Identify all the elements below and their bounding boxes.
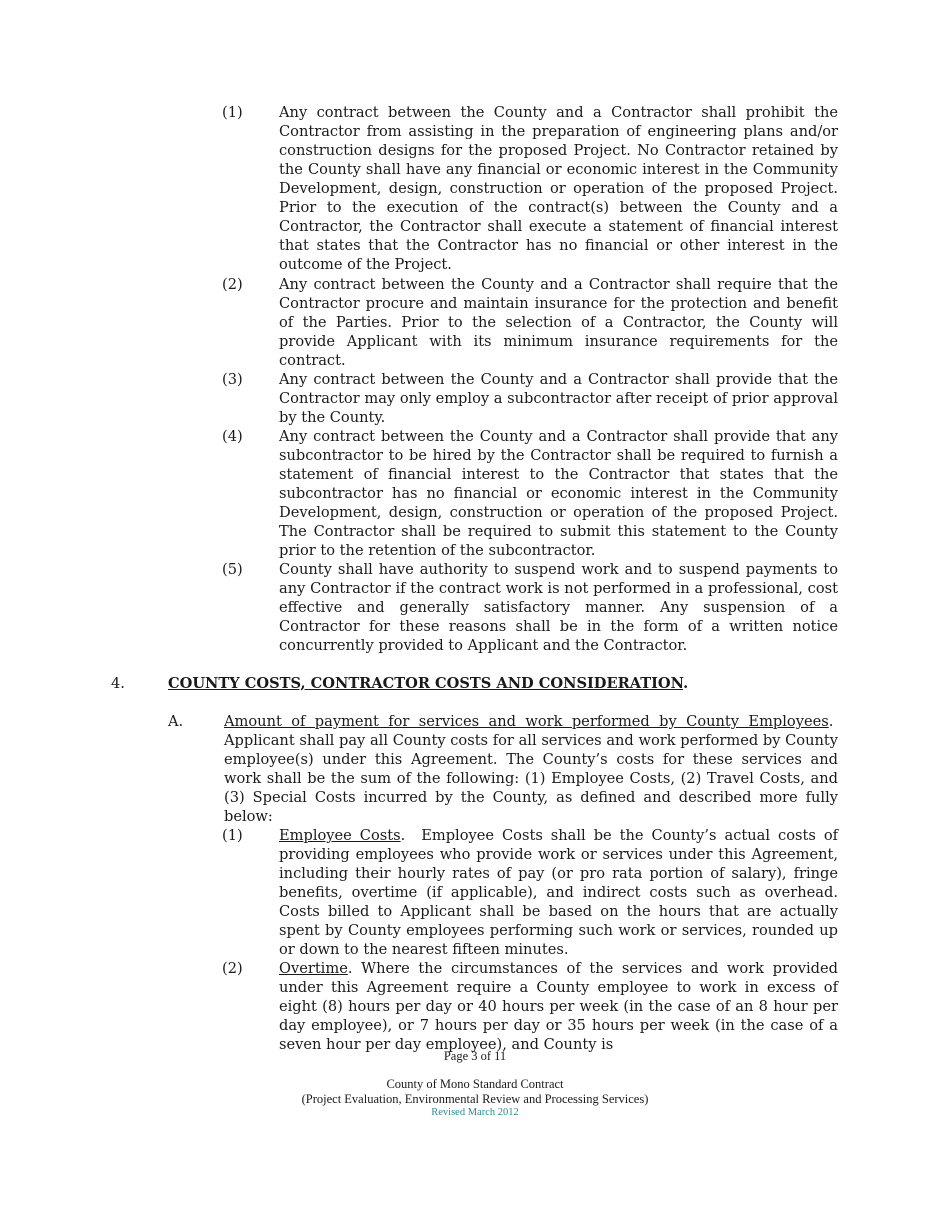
item-number: (5) (222, 561, 243, 578)
employee-costs-title: Employee Costs (279, 827, 401, 844)
footer-revised-date: Revised March 2012 (431, 1107, 519, 1118)
employee-costs-text: Employee Costs shall be the County’s actual costs of providing employees who provide work or services under this Agreement, including their hourly rates of pay (or pro rata portion of salary), fringe benefits, overtime (if applicable), and indirect costs such as overhead. Costs billed to Applicant shall be based on the hours that are actually spent by County employees performing such work or services, rounded up or down to the nearest fifteen minutes. (279, 827, 839, 958)
section-heading-text: COUNTY COSTS, CONTRACTOR COSTS AND CONSIDERATION (168, 675, 684, 692)
section-heading (168, 674, 688, 693)
contract-clause-text: Any contract between the County and a Contractor shall require that the Contractor procure and maintain insurance for the protection and benefit of the Parties. Prior to the selection of a Contractor, the County will provide Applicant with its minimum insurance requirements for the contract. (279, 276, 838, 369)
contract-clause-text: Any contract between the County and a Contractor shall provide that the Contractor may only employ a subcontractor after receipt of prior approval by the County. (279, 371, 838, 426)
employee-costs-paragraph (279, 826, 838, 959)
contract-clause-text: County shall have authority to suspend work and to suspend payments to any Contractor if the contract work is not performed in a professional, cost effective and generally satisfactory manner. Any suspension of a Contractor for these reasons shall be in the form of a written notice concurrently provided to Applicant and the Contractor. (279, 561, 838, 654)
item-number: (1) (222, 827, 243, 844)
item-number: (4) (222, 428, 243, 445)
item-number: (2) (222, 276, 243, 293)
contract-clause-text: Any contract between the County and a Contractor shall prohibit the Contractor from assisting in the preparation of engineering plans and/or construction designs for the proposed Project. No Contractor retained by the County shall have any financial or economic interest in the Community Development, design, construction or operation of the proposed Project. Prior to the execution of the contract(s) between the County and a Contractor, the Contractor shall execute a statement of financial interest that states that the Contractor has no financial or other interest in the outcome of the Project. (279, 104, 838, 273)
subsection-letter: A. (168, 713, 184, 730)
contract-clause-text: Any contract between the County and a Contractor shall provide that any subcontractor to be hired by the Contractor shall be required to furnish a statement of financial interest to the Contractor that states that the subcontractor has no financial or economic interest in the Community Development, design, construction or operation of the proposed Project. The Contractor shall be required to submit this statement to the County prior to the retention of the subcontractor. (279, 428, 838, 559)
subsection-a-text: Applicant shall pay all County costs for all services and work performed by County employee(s) under this Agreement. The County’s costs for these services and work shall be the sum of the following: (1) Employee Costs, (2) Travel Costs, and (3) Special Costs incurred by the County, as defined and described more fully below: (224, 732, 838, 825)
employee-costs-title-period: . (400, 827, 406, 844)
subsection-a-paragraph (224, 712, 838, 826)
section-heading-period: . (683, 675, 689, 692)
overtime-title-period: . (347, 960, 353, 977)
item-number: (2) (222, 960, 243, 977)
footer-contract-title: County of Mono Standard Contract (386, 1077, 564, 1091)
page-number: Page 3 of 11 (443, 1049, 507, 1063)
section-number: 4. (111, 675, 125, 692)
item-number: (3) (222, 371, 243, 388)
overtime-paragraph (279, 959, 838, 1054)
subsection-a-title: Amount of payment for services and work performed by County Employees (224, 713, 829, 730)
overtime-text: Where the circumstances of the services and work provided under this Agreement require a County employee to work in excess of eight (8) hours per day or 40 hours per week (in the case of an 8 hour per day employee), or 7 hours per day or 35 hours per week (in the case of a seven hour per day employee), and County is (279, 960, 839, 1053)
subsection-a-title-period: . (828, 713, 834, 730)
footer-contract-subtitle: (Project Evaluation, Environmental Review and Processing Services) (301, 1092, 649, 1106)
item-number: (1) (222, 104, 243, 121)
overtime-title: Overtime (279, 960, 348, 977)
